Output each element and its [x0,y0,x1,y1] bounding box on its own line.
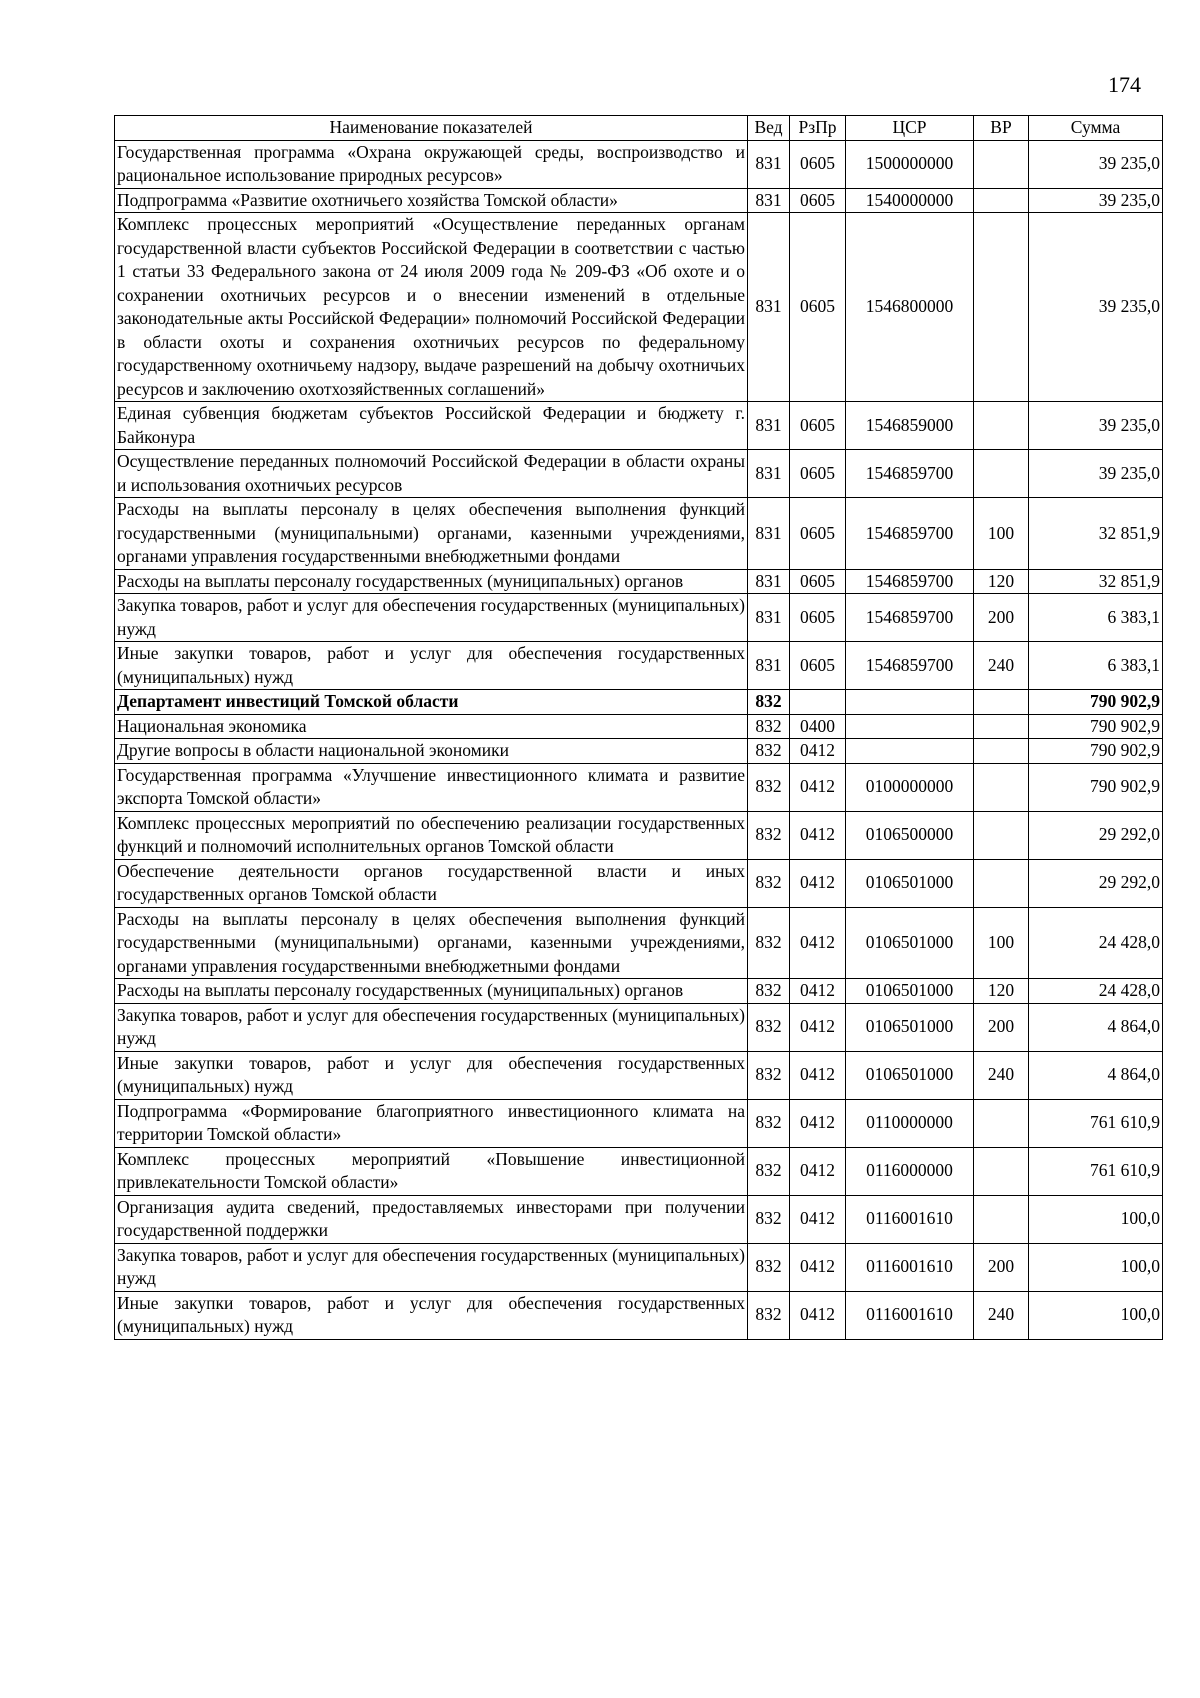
table-row [115,979,1163,1004]
cell-sum: 32 851,9 [1029,569,1163,594]
cell-sum: 39 235,0 [1029,213,1163,402]
table-row [115,213,1163,402]
cell-ved: 832 [748,1051,790,1099]
table-row [115,569,1163,594]
table-row [115,1003,1163,1051]
cell-rzpr: 0412 [790,859,846,907]
cell-csr: 1546859000 [846,402,974,450]
cell-name: Комплекс процессных мероприятий «Повышение инвестиционной привлекательности Томской области» [115,1147,748,1195]
cell-ved: 832 [748,1291,790,1339]
cell-sum: 39 235,0 [1029,140,1163,188]
cell-vr: 100 [974,498,1029,570]
cell-name: Иные закупки товаров, работ и услуг для обеспечения государственных (муниципальных) нужд [115,1051,748,1099]
cell-csr: 1546859700 [846,569,974,594]
cell-csr: 1546800000 [846,213,974,402]
cell-vr: 240 [974,1291,1029,1339]
table-row [115,811,1163,859]
cell-csr: 0106501000 [846,859,974,907]
cell-csr [846,714,974,739]
header-sum: Сумма [1029,116,1163,141]
cell-csr: 0116001610 [846,1195,974,1243]
cell-vr [974,739,1029,764]
cell-sum: 761 610,9 [1029,1147,1163,1195]
cell-csr: 1500000000 [846,140,974,188]
cell-sum: 100,0 [1029,1243,1163,1291]
cell-ved: 832 [748,714,790,739]
cell-csr: 0106501000 [846,1051,974,1099]
cell-sum: 39 235,0 [1029,402,1163,450]
table-row [115,450,1163,498]
cell-rzpr: 0412 [790,739,846,764]
cell-csr: 0100000000 [846,763,974,811]
header-name: Наименование показателей [115,116,748,141]
table-row [115,690,1163,715]
cell-vr [974,1099,1029,1147]
header-csr: ЦСР [846,116,974,141]
cell-rzpr: 0412 [790,979,846,1004]
cell-vr [974,1195,1029,1243]
table-row [115,498,1163,570]
cell-rzpr: 0412 [790,1003,846,1051]
cell-rzpr: 0605 [790,594,846,642]
cell-sum: 24 428,0 [1029,907,1163,979]
table-row [115,1243,1163,1291]
cell-ved: 832 [748,1003,790,1051]
cell-ved: 832 [748,859,790,907]
header-rzpr: РзПр [790,116,846,141]
cell-ved: 832 [748,763,790,811]
table-row [115,594,1163,642]
cell-vr [974,1147,1029,1195]
table-body [115,140,1163,1339]
cell-name: Государственная программа «Улучшение инвестиционного климата и развитие экспорта Томской области» [115,763,748,811]
budget-table [114,115,1163,1340]
cell-name: Единая субвенция бюджетам субъектов Российской Федерации и бюджету г. Байконура [115,402,748,450]
cell-ved: 832 [748,811,790,859]
cell-sum: 39 235,0 [1029,188,1163,213]
cell-name: Расходы на выплаты персоналу в целях обеспечения выполнения функций государственными (муниципальными) органами, казенными учреждениями, органами управления государственными внебюджетными фондами [115,907,748,979]
cell-sum: 24 428,0 [1029,979,1163,1004]
cell-name: Обеспечение деятельности органов государственной власти и иных государственных органов Томской области [115,859,748,907]
cell-ved: 832 [748,907,790,979]
cell-rzpr: 0412 [790,907,846,979]
cell-ved: 831 [748,402,790,450]
cell-vr: 200 [974,594,1029,642]
cell-name: Комплекс процессных мероприятий «Осуществление переданных органам государственной власти субъектов Российской Федерации в соответствии с частью 1 статьи 33 Федерального закона от 24 июля 2009 года № 209-ФЗ «Об охоте и о сохранении охотничьих ресурсов и о внесении изменений в отдельные законодательные акты Российской Федерации» полномочий Российской Федерации в области охоты и сохранения охотничьих ресурсов по федеральному государственному охотничьему надзору, выдаче разрешений на добычу охотничьих ресурсов и заключению охотхозяйственных соглашений» [115,213,748,402]
cell-sum: 4 864,0 [1029,1051,1163,1099]
cell-sum: 4 864,0 [1029,1003,1163,1051]
cell-sum: 29 292,0 [1029,859,1163,907]
table-row [115,642,1163,690]
cell-rzpr: 0605 [790,498,846,570]
cell-vr: 120 [974,979,1029,1004]
cell-vr: 100 [974,907,1029,979]
cell-csr: 0110000000 [846,1099,974,1147]
cell-rzpr: 0605 [790,642,846,690]
table-row [115,859,1163,907]
cell-vr: 120 [974,569,1029,594]
cell-rzpr: 0605 [790,213,846,402]
cell-rzpr: 0412 [790,1243,846,1291]
cell-rzpr: 0412 [790,1291,846,1339]
cell-sum: 790 902,9 [1029,714,1163,739]
cell-vr [974,714,1029,739]
table-row [115,1291,1163,1339]
cell-vr [974,213,1029,402]
table-row [115,907,1163,979]
cell-rzpr: 0412 [790,1147,846,1195]
cell-ved: 832 [748,739,790,764]
cell-csr: 0106500000 [846,811,974,859]
cell-sum: 790 902,9 [1029,763,1163,811]
cell-csr: 1540000000 [846,188,974,213]
cell-rzpr: 0412 [790,1051,846,1099]
cell-name: Иные закупки товаров, работ и услуг для обеспечения государственных (муниципальных) нужд [115,642,748,690]
cell-csr: 1546859700 [846,642,974,690]
cell-sum: 790 902,9 [1029,739,1163,764]
cell-name: Государственная программа «Охрана окружающей среды, воспроизводство и рациональное использование природных ресурсов» [115,140,748,188]
table-header-row [115,116,1163,141]
cell-csr: 0116001610 [846,1243,974,1291]
page-number: 174 [1108,72,1141,97]
table-row [115,402,1163,450]
cell-name: Другие вопросы в области национальной экономики [115,739,748,764]
cell-ved: 831 [748,594,790,642]
table-row [115,739,1163,764]
cell-rzpr: 0605 [790,450,846,498]
cell-ved: 831 [748,140,790,188]
cell-vr [974,763,1029,811]
cell-vr [974,402,1029,450]
cell-rzpr: 0412 [790,763,846,811]
cell-csr: 0106501000 [846,1003,974,1051]
table-row [115,714,1163,739]
cell-vr [974,450,1029,498]
table-row [115,188,1163,213]
cell-name: Закупка товаров, работ и услуг для обеспечения государственных (муниципальных) нужд [115,1243,748,1291]
cell-vr [974,690,1029,715]
cell-csr: 0116001610 [846,1291,974,1339]
cell-sum: 39 235,0 [1029,450,1163,498]
cell-name: Расходы на выплаты персоналу государственных (муниципальных) органов [115,569,748,594]
cell-vr [974,140,1029,188]
cell-rzpr: 0605 [790,140,846,188]
table-row [115,1051,1163,1099]
cell-ved: 831 [748,642,790,690]
cell-ved: 831 [748,188,790,213]
cell-csr: 0106501000 [846,979,974,1004]
cell-rzpr: 0412 [790,811,846,859]
cell-csr: 1546859700 [846,450,974,498]
cell-sum: 32 851,9 [1029,498,1163,570]
cell-ved: 832 [748,979,790,1004]
cell-csr [846,739,974,764]
cell-name: Расходы на выплаты персоналу государственных (муниципальных) органов [115,979,748,1004]
cell-ved: 831 [748,213,790,402]
cell-rzpr: 0605 [790,569,846,594]
cell-vr: 240 [974,642,1029,690]
cell-sum: 790 902,9 [1029,690,1163,715]
cell-ved: 832 [748,1243,790,1291]
cell-csr: 1546859700 [846,594,974,642]
cell-sum: 761 610,9 [1029,1099,1163,1147]
cell-name: Подпрограмма «Развитие охотничьего хозяйства Томской области» [115,188,748,213]
cell-name: Закупка товаров, работ и услуг для обеспечения государственных (муниципальных) нужд [115,594,748,642]
cell-sum: 29 292,0 [1029,811,1163,859]
cell-name: Расходы на выплаты персоналу в целях обеспечения выполнения функций государственными (муниципальными) органами, казенными учреждениями, органами управления государственными внебюджетными фондами [115,498,748,570]
cell-rzpr: 0605 [790,188,846,213]
cell-csr: 0106501000 [846,907,974,979]
cell-name: Национальная экономика [115,714,748,739]
cell-rzpr: 0412 [790,1195,846,1243]
table-row [115,1099,1163,1147]
cell-name: Департамент инвестиций Томской области [115,690,748,715]
cell-rzpr [790,690,846,715]
cell-ved: 832 [748,690,790,715]
cell-name: Осуществление переданных полномочий Российской Федерации в области охраны и использования охотничьих ресурсов [115,450,748,498]
cell-ved: 831 [748,569,790,594]
cell-sum: 100,0 [1029,1291,1163,1339]
cell-name: Подпрограмма «Формирование благоприятного инвестиционного климата на территории Томской области» [115,1099,748,1147]
header-vr: ВР [974,116,1029,141]
cell-rzpr: 0412 [790,1099,846,1147]
cell-ved: 832 [748,1099,790,1147]
cell-sum: 6 383,1 [1029,594,1163,642]
cell-ved: 832 [748,1147,790,1195]
cell-vr [974,188,1029,213]
table-row [115,1147,1163,1195]
table-row [115,140,1163,188]
cell-vr [974,859,1029,907]
cell-name: Организация аудита сведений, предоставляемых инвесторами при получении государственной поддержки [115,1195,748,1243]
cell-rzpr: 0400 [790,714,846,739]
cell-csr: 1546859700 [846,498,974,570]
table-row [115,1195,1163,1243]
cell-name: Иные закупки товаров, работ и услуг для обеспечения государственных (муниципальных) нужд [115,1291,748,1339]
cell-sum: 6 383,1 [1029,642,1163,690]
cell-vr [974,811,1029,859]
cell-csr [846,690,974,715]
cell-ved: 832 [748,1195,790,1243]
cell-ved: 831 [748,450,790,498]
cell-ved: 831 [748,498,790,570]
cell-name: Комплекс процессных мероприятий по обеспечению реализации государственных функций и полномочий исполнительных органов Томской области [115,811,748,859]
header-ved: Вед [748,116,790,141]
cell-vr: 240 [974,1051,1029,1099]
cell-vr: 200 [974,1243,1029,1291]
table-row [115,763,1163,811]
cell-csr: 0116000000 [846,1147,974,1195]
cell-rzpr: 0605 [790,402,846,450]
cell-name: Закупка товаров, работ и услуг для обеспечения государственных (муниципальных) нужд [115,1003,748,1051]
cell-vr: 200 [974,1003,1029,1051]
cell-sum: 100,0 [1029,1195,1163,1243]
